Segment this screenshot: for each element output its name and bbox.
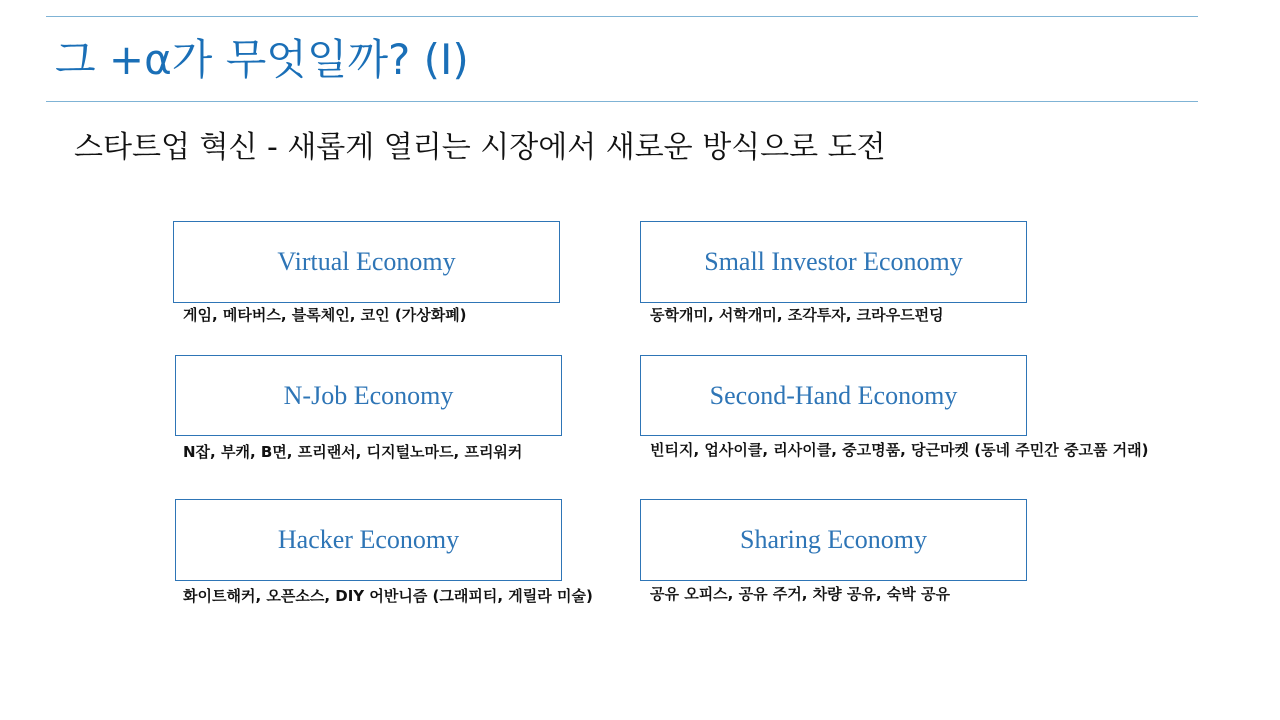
header-rule-top [46, 16, 1198, 17]
header-rule-bottom [46, 101, 1198, 102]
card-small-investor-economy-desc: 동학개미, 서학개미, 조각투자, 크라우드펀딩 [650, 306, 944, 324]
card-hacker-economy-desc: 화이트해커, 오픈소스, DIY 어반니즘 (그래피티, 게릴라 미술) [183, 587, 593, 605]
card-sharing-economy: Sharing Economy [640, 499, 1027, 581]
card-small-investor-economy: Small Investor Economy [640, 221, 1027, 303]
card-n-job-economy: N-Job Economy [175, 355, 562, 436]
card-second-hand-economy: Second-Hand Economy [640, 355, 1027, 436]
slide-subtitle: 스타트업 혁신 - 새롭게 열리는 시장에서 새로운 방식으로 도전 [74, 130, 886, 165]
card-second-hand-economy-desc: 빈티지, 업사이클, 리사이클, 중고명품, 당근마켓 (동네 주민간 중고품 거래) [650, 441, 1149, 459]
slide-title: 그 +α가 무엇일까? (I) [55, 35, 469, 84]
card-n-job-economy-desc: N잡, 부캐, B면, 프리랜서, 디지털노마드, 프리워커 [183, 443, 523, 461]
card-virtual-economy: Virtual Economy [173, 221, 560, 303]
card-sharing-economy-desc: 공유 오피스, 공유 주거, 차량 공유, 숙박 공유 [650, 585, 950, 603]
card-hacker-economy: Hacker Economy [175, 499, 562, 581]
card-virtual-economy-desc: 게임, 메타버스, 블록체인, 코인 (가상화폐) [183, 306, 467, 324]
